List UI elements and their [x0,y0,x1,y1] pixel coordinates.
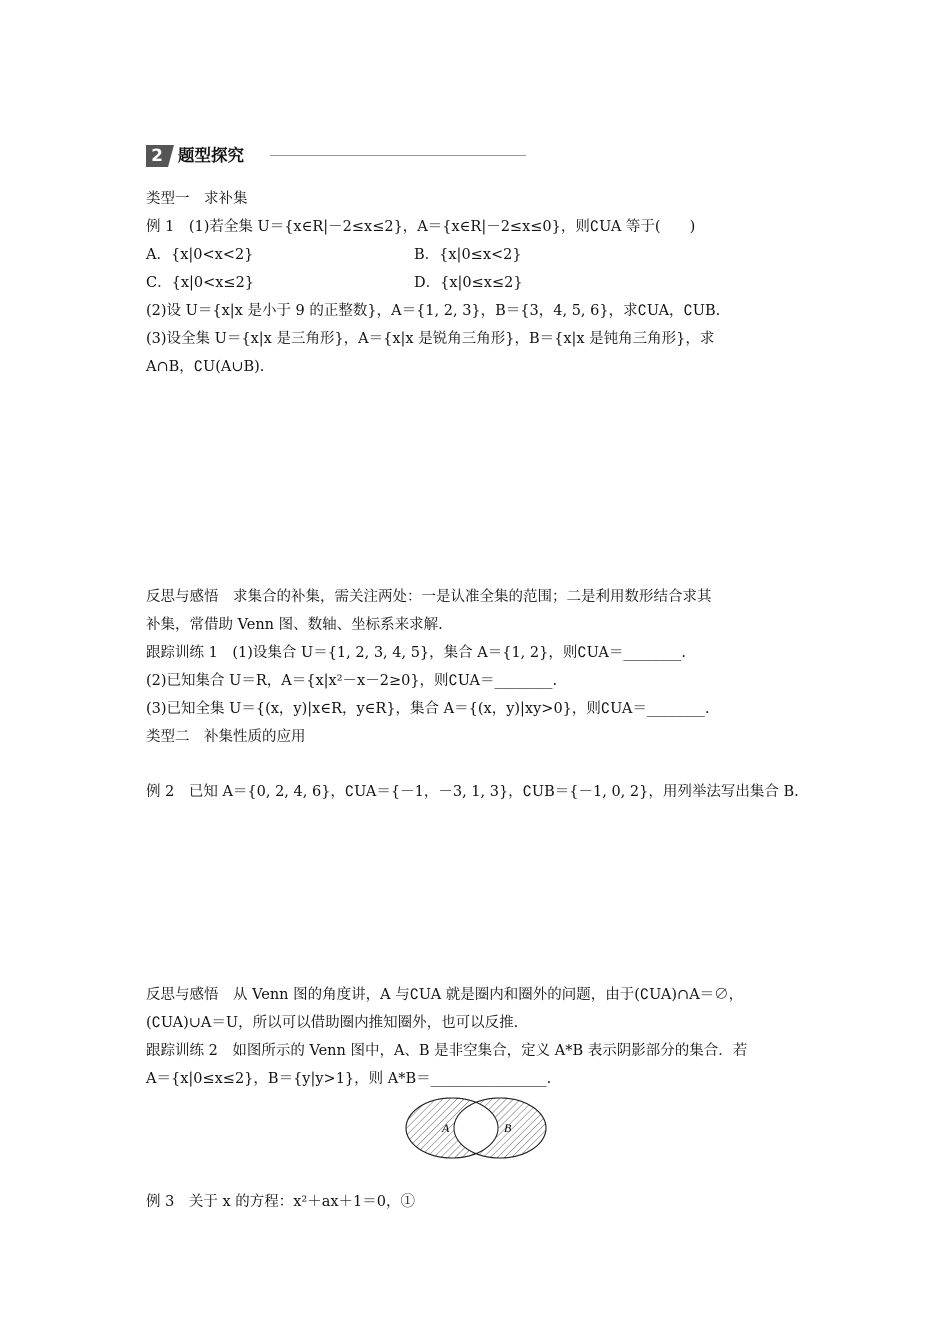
reflection2-line1: 反思与感悟 从 Venn 图的角度讲，A 与∁UA 就是圈内和圈外的问题，由于(∁UA)∩A＝∅， [146,987,744,1003]
venn-label-b: B [504,1121,512,1135]
option-c: C．{x|0<x≤2} [146,275,255,291]
training2-line1: 跟踪训练 2 如图所示的 Venn 图中，A、B 是非空集合，定义 A*B 表示阴影部分的集合．若 [146,1043,748,1059]
example3: 例 3 关于 x 的方程：x²＋ax＋1＝0，① [146,1194,415,1210]
training1-part3: (3)已知全集 U＝{(x，y)|x∈R，y∈R}，集合 A＝{(x，y)|xy>0}，则∁UA＝________. [146,701,710,717]
option-a: A．{x|0<x<2} [146,247,254,263]
type2-heading: 类型二 补集性质的应用 [146,729,306,745]
type1-heading: 类型一 求补集 [146,191,248,207]
section-title: 题型探究 [178,146,244,165]
section-header [146,145,526,167]
training2-line2: A＝{x|0≤x≤2}，B＝{y|y>1}，则 A*B＝________________. [146,1071,552,1087]
section-divider [270,155,526,156]
section-number-badge: 2 [146,145,168,167]
example1-part3-line2: A∩B，∁U(A∪B). [146,359,265,375]
option-d: D．{x|0≤x≤2} [414,275,523,291]
reflection1-line2: 补集，常借助 Venn 图、数轴、坐标系来求解. [146,617,443,633]
reflection1-line1: 反思与感悟 求集合的补集，需关注两处：一是认准全集的范围；二是利用数形结合求其 [146,589,712,605]
venn-diagram [404,1095,548,1161]
reflection2-line2: (∁UA)∪A＝U，所以可以借助圈内推知圈外，也可以反推. [146,1015,519,1031]
training1-part1: 跟踪训练 1 (1)设集合 U＝{1, 2, 3, 4, 5}，集合 A＝{1, 2}，则∁UA＝________. [146,645,686,661]
example2: 例 2 已知 A＝{0, 2, 4, 6}，∁UA＝{－1，－3, 1, 3}，∁UB＝{－1, 0, 2}，用列举法写出集合 B. [146,784,799,800]
venn-label-a: A [442,1121,450,1135]
example1-part1: 例 1 (1)若全集 U＝{x∈R|－2≤x≤2}，A＝{x∈R|－2≤x≤0}，则∁UA 等于( ) [146,219,696,235]
example1-part2: (2)设 U＝{x|x 是小于 9 的正整数}，A＝{1, 2, 3}，B＝{3，4, 5, 6}，求∁UA，∁UB. [146,303,721,319]
option-b: B．{x|0≤x<2} [414,247,522,263]
example1-part3-line1: (3)设全集 U＝{x|x 是三角形}，A＝{x|x 是锐角三角形}，B＝{x|x 是钝角三角形}，求 [146,331,715,347]
training1-part2: (2)已知集合 U＝R，A＝{x|x²－x－2≥0}，则∁UA＝________. [146,673,558,689]
